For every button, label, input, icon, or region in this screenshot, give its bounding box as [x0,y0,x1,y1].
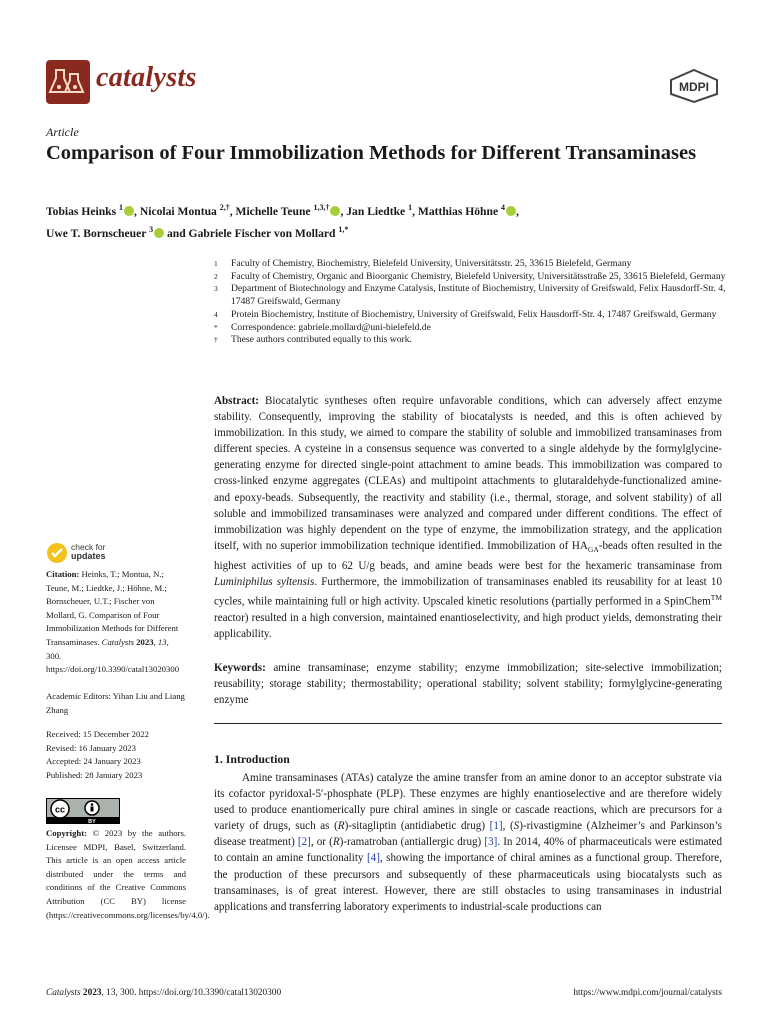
article-title: Comparison of Four Immobilization Methods for Different Transaminases [46,142,697,164]
academic-editors: Academic Editors: Yihan Liu and Liang Zhang [46,691,185,715]
affiliation-item: 3 Department of Biotechnology and Enzyme Catalysis, Institute of Biochemistry, University of Greifswald, Felix Hausdorff-Str. 4, 17487 Greifswald, Germany [214,283,726,308]
affiliation-item: 4 Protein Biochemistry, Institute of Biochemistry, University of Greifswald, Felix Hausdorff-Str. 4, 17487 Greifswald, Germany [214,308,717,320]
reference-link[interactable]: [2] [297,836,311,849]
author-affiliation-mark: 1 [408,203,413,212]
abstract: Abstract: Biocatalytic syntheses often require unfavorable conditions, which can adversely affect enzyme stability. Consequently, improving the stability of biocatalysts is needed, and this is often achieved by immobilization. In this study, we aimed to compare the stability of soluble and immobilized transaminases from different species. A cysteine in a consensus sequence was converted to a single aldehyde by the formylglycine-generating enzyme for directed single-point attachment to amine beads. This immobilization was compared to cross-linked enzyme aggregates (CLEAs) and multipoint attachments to glutaraldehyde-functionalized amine- and epoxy-beads. Subsequently, the reactivity and stability (i.e., thermal, storage, and solvent stability) of all soluble and immobilized transaminases were analyzed and compared under different conditions. The effect of immobilization was highly dependent on the type of enzyme, the immobilization strategy, and the application itself, with no superior immobilization technique identified. Immobilization of $HA_{GA}$-beads often resulted in the highest activities of up to 62 U/g beads, and amine beads were best for the hexameric transaminase from Luminiphilus syltensis. Furthermore, the immobilization of transaminases enabled its reusability for at least 10 cycles, while maintaining full or high activity. Upscaled kinetic resolutions (partially performed in a SpinChem™ reactor) resulted in a high conversion, maintained enantioselectivity, and high product yields, demonstrating their applicability. [214,395,723,641]
check-updates-icon [46,542,68,564]
copyright-notice: Copyright: © 2023 by the authors. Licensee MDPI, Basel, Switzerland. This article is an open access article distributed under the terms and conditions of the Creative Commons Attribution (CC BY) license (https://creativecommons.org/licenses/by/4.0/). [46,828,210,920]
author-affiliation-mark: 3 [149,224,154,234]
author-name: , Nicolai Montua [134,204,220,218]
affiliation-item: 1 Faculty of Chemistry, Biochemistry, Bielefeld University, Universitätsstr. 25, 33615 Bielefeld, Germany [214,258,632,269]
author-affiliation-mark: 2,† [219,203,230,212]
citation: Citation: Heinks, T.; Montua, N.; Teune, M.; Liedtke, J.; Höhne, M.; Bornscheuer, U.T.; Fischer von Mollard, G. Comparison of Four Immobilization Methods for Different Transaminases. Catalysts 2023, 13, 300. https://doi.org/10.3390/catal13020300 [46,569,180,675]
orcid-icon[interactable] [330,206,340,216]
publication-dates [46,728,186,782]
author-name: , Matthias Höhne [412,204,501,218]
section-heading: 1. Introduction [214,752,290,766]
cc-by-license-icon[interactable] [46,798,120,824]
reference-link[interactable]: [1] [489,820,503,833]
orcid-icon[interactable] [124,206,134,216]
section-divider [214,723,722,724]
author-affiliation-mark: 1,3,† [313,203,330,212]
journal-name: catalysts [96,62,197,93]
author-name: and Gabriele Fischer von Mollard [164,226,339,240]
received-date: Received: 15 December 2022 [46,729,150,739]
published-date: Published: 28 January 2023 [46,769,143,780]
catalysts-logo-icon [46,60,90,104]
footer-citation: Catalysts 2023, 13, 300. https://doi.org/10.3390/catal13020300 [46,988,282,998]
accepted-date: Accepted: 24 January 2023 [46,756,141,767]
author-name: , Jan Liedtke [340,204,409,218]
publisher-name: MDPI [679,80,709,94]
check-for-updates-badge[interactable]: check for updates [46,540,126,568]
orcid-icon[interactable] [154,228,164,238]
orcid-icon[interactable] [506,206,516,216]
abstract-label: Abstract: [214,395,259,407]
author-affiliation-mark: 1,* [338,224,349,234]
reference-link[interactable]: [4] [366,852,380,865]
footer-journal-url[interactable]: https://www.mdpi.com/journal/catalysts [573,988,722,998]
author-name: , Michelle Teune [229,204,314,218]
revised-date: Revised: 16 January 2023 [46,742,136,753]
affiliation-item: 2 Faculty of Chemistry, Organic and Bioorganic Chemistry, Bielefeld University, Universitätsstraße 25, 33615 Bielefeld, Germany [214,270,726,282]
author-affiliation-mark: 4 [500,203,505,212]
reference-link[interactable]: [3] [484,836,498,849]
introduction-paragraph: Amine transaminases (ATAs) catalyze the amine transfer from an amine donor to an acceptor substrate via its cofactor pyridoxal-5′-phosphate (PLP). These enzymes are highly enantioselective and are therefore widely used to produce enantiomerically pure chiral amines in single or cascade reactions, which are precursors for a variety of drugs, such as (R)-sitagliptin (antidiabetic drug) [1], (S)-rivastigmine (Alzheimer’s and Parkinson’s disease treatment) [2], or (R)-ramatroban (antiallergic drug) [3]. In 2014, 40% of pharmaceuticals were estimated to contain an amine functionality [4], showing the importance of chiral amines as a functional group. Therefore, the production of these precursors and subsequently of these pharmaceuticals using biocatalysts such as transaminases, is of great interest. However, there are still obstacles to using transaminases in industrial applications and transferring laboratory experiments to industrial-scale productions can [214,772,722,913]
svg-text:BY: BY [88,819,96,824]
keywords: Keywords: amine transaminase; enzyme stability; enzyme immobilization; site-selective immobilization; reusability; storage stability; thermostability; operational stability; solvent stability; formylglycine-generating enzyme [214,662,722,707]
affiliations [214,258,734,347]
author-name: Tobias Heinks [46,204,120,218]
svg-text:cc: cc [54,804,66,815]
keywords-label: Keywords: [214,662,266,674]
author-list: Tobias Heinks $^1$ , Nicolai Montua $^{2,\dagger}$, Michelle Teune $^{1,3,\dagger}$ , Jan Liedtke $^1$, Matthias Höhne $^4$ , Uwe T. Bornscheuer $^3$ and Gabriele Fischer von Mollard $^{1,*}$ [46,203,519,240]
author-name: Uwe T. Bornscheuer [46,226,150,240]
article-type: Article [46,125,79,139]
equal-contribution-note: † These authors contributed equally to this work. [214,334,412,346]
mdpi-logo-icon [667,68,721,104]
correspondence: * Correspondence: gabriele.mollard@uni-bielefeld.de [214,321,431,333]
author-affiliation-mark: 1 [119,203,124,212]
